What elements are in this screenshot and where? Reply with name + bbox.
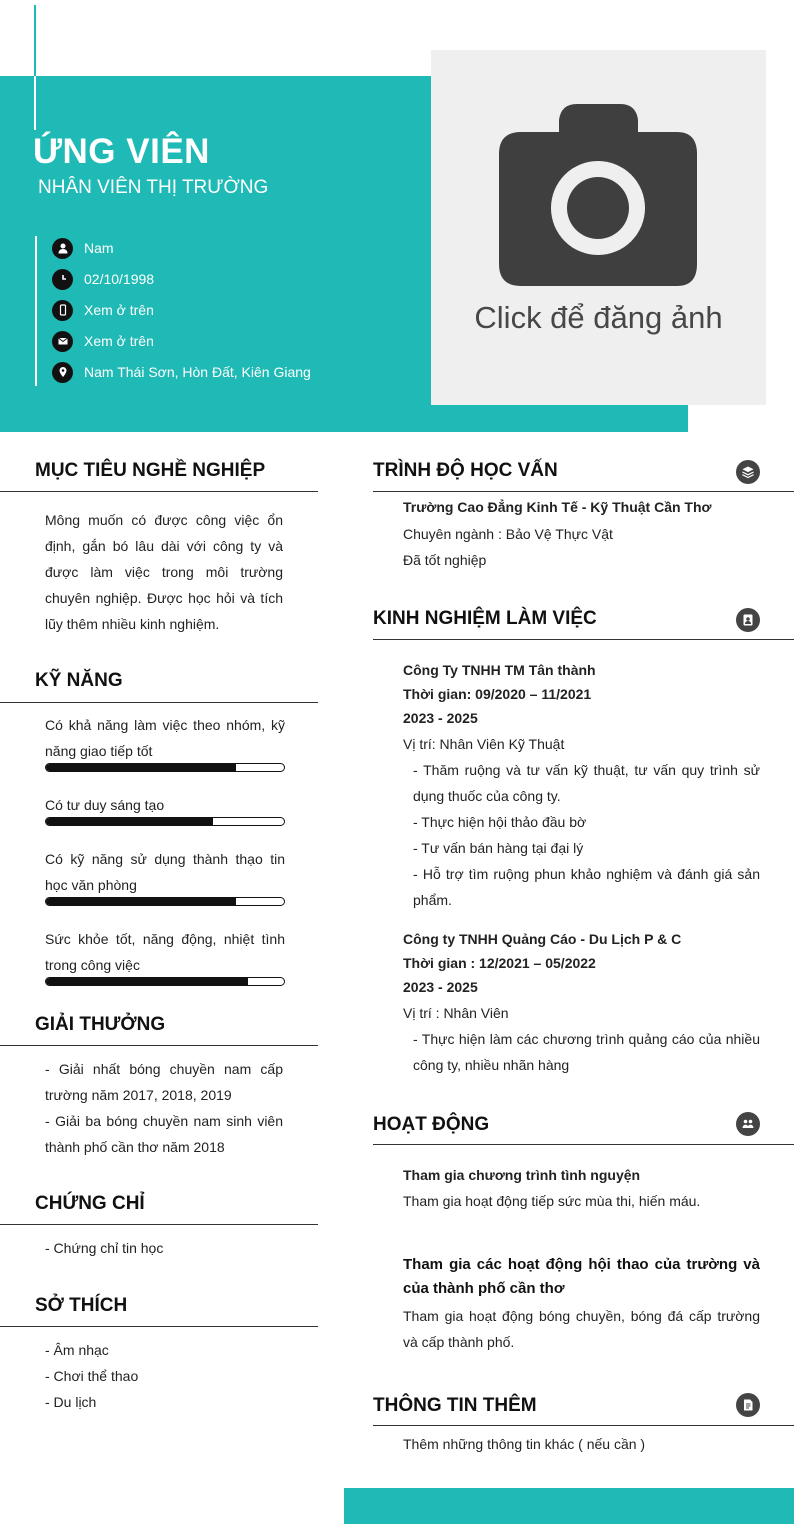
more-info-rule [373, 1425, 794, 1426]
skills-rule [0, 702, 318, 703]
hobby-item[interactable]: - Du lịch [45, 1394, 97, 1410]
hobby-item[interactable]: - Chơi thể thao [45, 1368, 139, 1384]
activities-rule [373, 1144, 794, 1145]
skill-level-fill [46, 818, 213, 825]
header-accent-line-white [34, 76, 36, 130]
photo-upload[interactable] [431, 50, 766, 405]
hobby-item[interactable]: - Âm nhạc [45, 1342, 109, 1358]
skills-title: KỸ NĂNG [35, 670, 123, 691]
experience-title: KINH NGHIỆM LÀM VIỆC [373, 608, 597, 629]
job-duty[interactable]: - Thực hiện làm các chương trình quảng cáo của nhiều công ty, nhiều nhãn hàng [413, 1031, 760, 1073]
awards-rule [0, 1045, 318, 1046]
camera-icon [499, 102, 698, 286]
skill-level-fill [46, 764, 236, 771]
job-company[interactable]: Công ty TNHH Quảng Cáo - Du Lịch P & C [403, 931, 682, 947]
info-birthday[interactable]: 02/10/1998 [52, 268, 154, 290]
job-duty[interactable]: - Tư vấn bán hàng tại đại lý [413, 840, 584, 856]
education-school[interactable]: Trường Cao Đẳng Kinh Tế - Kỹ Thuật Cần Thơ [403, 499, 712, 515]
activity-name[interactable]: Tham gia chương trình tình nguyện [403, 1167, 641, 1183]
education-rule [373, 491, 794, 492]
job-years[interactable]: 2023 - 2025 [403, 710, 478, 726]
location-pin-icon [52, 362, 73, 383]
hobbies-title: SỞ THÍCH [35, 1295, 128, 1316]
envelope-icon [52, 331, 73, 352]
awards-title: GIẢI THƯỞNG [35, 1014, 166, 1035]
education-title: TRÌNH ĐỘ HỌC VẤN [373, 460, 558, 481]
job-duty[interactable]: - Thăm ruộng và tư vấn kỹ thuật, tư vấn quy trình sử dụng thuốc của công ty. [413, 762, 760, 804]
job-years[interactable]: 2023 - 2025 [403, 979, 478, 995]
objective-text[interactable]: Mông muốn có được công việc ổn định, gắn bó lâu dài với công ty và được làm việc trong môi trường chuyên nghiệp. Được học hỏi và tích lũy thêm nhiều kinh nghiệm. [45, 512, 283, 632]
education-major[interactable]: Chuyên ngành : Bảo Vệ Thực Vật [403, 526, 613, 542]
skill-item-text[interactable]: Có kỹ năng sử dụng thành thạo tin học văn phòng [45, 851, 285, 893]
award-item[interactable]: - Giải ba bóng chuyền nam sinh viên thành phố cần thơ năm 2018 [45, 1113, 283, 1155]
phone-icon [52, 300, 73, 321]
skill-level-fill [46, 898, 236, 905]
clock-icon [52, 269, 73, 290]
skill-item-text[interactable]: Có khả năng làm việc theo nhóm, kỹ năng giao tiếp tốt [45, 717, 285, 759]
info-address[interactable]: Nam Thái Sơn, Hòn Đất, Kiên Giang [52, 361, 311, 383]
certificate-item[interactable]: - Chứng chỉ tin học [45, 1240, 164, 1256]
activity-desc[interactable]: Tham gia hoạt động bóng chuyền, bóng đá cấp trường và cấp thành phố. [403, 1308, 760, 1350]
objective-rule [0, 491, 318, 492]
skill-item-text[interactable]: Sức khỏe tốt, năng động, nhiệt tình trong công việc [45, 931, 285, 973]
candidate-name[interactable]: ỨNG VIÊN [33, 132, 210, 171]
job-duty[interactable]: - Hỗ trợ tìm ruộng phun khảo nghiệm và đánh giá sản phẩm. [413, 866, 760, 908]
info-gender[interactable]: Nam [52, 237, 114, 259]
skill-level-bar [45, 817, 285, 826]
award-item[interactable]: - Giải nhất bóng chuyền nam cấp trường năm 2017, 2018, 2019 [45, 1061, 283, 1103]
skill-item-text[interactable]: Có tư duy sáng tạo [45, 797, 165, 813]
info-divider [35, 236, 37, 386]
user-icon [52, 238, 73, 259]
objective-title: MỤC TIÊU NGHỀ NGHIỆP [35, 460, 266, 481]
certificates-rule [0, 1224, 318, 1225]
photo-upload-caption: Click để đăng ảnh [474, 300, 723, 335]
info-phone[interactable]: Xem ở trên [52, 299, 154, 321]
document-icon [736, 1393, 760, 1417]
more-info-text[interactable]: Thêm những thông tin khác ( nếu cần ) [403, 1436, 646, 1452]
activities-title: HOẠT ĐỘNG [373, 1114, 490, 1135]
group-icon [736, 1112, 760, 1136]
certificates-title: CHỨNG CHỈ [35, 1193, 145, 1214]
education-status[interactable]: Đã tốt nghiệp [403, 552, 487, 568]
job-role[interactable]: Vị trí: Nhân Viên Kỹ Thuật [403, 736, 565, 752]
id-badge-icon [736, 608, 760, 632]
layers-icon [736, 460, 760, 484]
activity-desc[interactable]: Tham gia hoạt động tiếp sức mùa thi, hiến máu. [403, 1193, 701, 1209]
candidate-position[interactable]: NHÂN VIÊN THỊ TRƯỜNG [38, 177, 269, 198]
footer-band [344, 1488, 794, 1524]
info-email[interactable]: Xem ở trên [52, 330, 154, 352]
activity-name[interactable]: Tham gia các hoạt động hội thao của trường và của thành phố cần thơ [403, 1256, 760, 1297]
more-info-title: THÔNG TIN THÊM [373, 1395, 537, 1416]
skill-level-bar [45, 763, 285, 772]
skill-level-fill [46, 978, 248, 985]
skill-level-bar [45, 977, 285, 986]
job-duty[interactable]: - Thực hiện hội thảo đầu bờ [413, 814, 587, 830]
job-time[interactable]: Thời gian : 12/2021 – 05/2022 [403, 955, 596, 971]
job-time[interactable]: Thời gian: 09/2020 – 11/2021 [403, 686, 592, 702]
hobbies-rule [0, 1326, 318, 1327]
job-company[interactable]: Công Ty TNHH TM Tân thành [403, 662, 596, 678]
experience-rule [373, 639, 794, 640]
skill-level-bar [45, 897, 285, 906]
job-role[interactable]: Vị trí : Nhân Viên [403, 1005, 509, 1021]
